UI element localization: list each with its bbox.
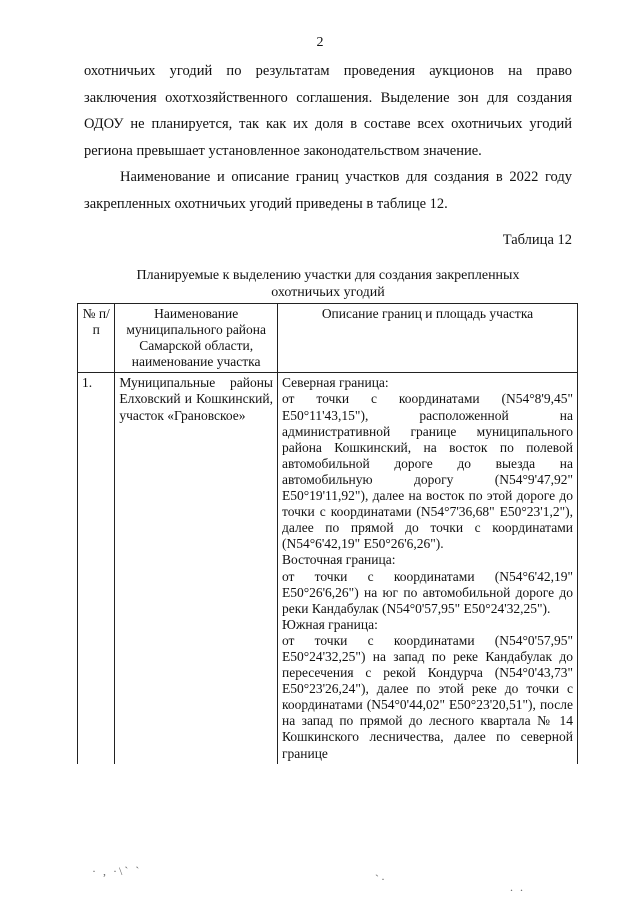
north-border-text: от точки с координатами (N54°8'9,45" E50°11'43,15"), расположенной на административной границе муниципального района Кошкинский, на восток по полевой автомобильной дороге до выезда на автомобильную дорогу (N54°9'47,92" E50°19'11,92"), далее на восток по этой дороге до точки с координатами (N54°7'36,68" E50°23'1,2"), далее по прямой до точки с координатами (N54°6'42,19" E50°26'6,26"). [281,391,573,552]
scan-artifact: . . [510,880,525,894]
scan-artifact: ˋ· [375,872,387,886]
row-description [277,373,577,764]
south-border-heading: Южная граница: [281,616,378,632]
header-description: Описание границ и площадь участка [277,304,577,373]
hunting-areas-table [77,303,578,764]
table-title-line2: охотничьих угодий [271,285,385,300]
page-number: 2 [316,35,324,50]
east-border-text: от точки с координатами (N54°6'42,19" E50°26'6,26") на юг по автомобильной дороге до реки Кандабулак (N54°0'57,95" E50°24'32,25"). [281,568,573,616]
east-border-heading: Восточная граница: [281,552,396,568]
row-number: 1. [78,373,115,764]
header-number: № п/п [78,304,115,373]
header-name: Наименование муниципального района Самарской области, наименование участка [115,304,278,373]
table-title-line1: Планируемые к выделению участки для создания закрепленных [136,268,520,283]
south-border-text: от точки с координатами (N54°0'57,95" E50°24'32,25") на запад по реке Кандабулак до пересечения с рекой Кондурча (N54°0'43,73" E50°23'26,24"), далее по этой реке до точки с координатами (N54°0'44,02" E50°23'20,51"), после на запад по прямой до лесного квартала № 14 Кошкинского лесничества, далее по северной границе [281,632,573,761]
table-row [78,373,578,764]
table-title [84,267,572,301]
table-header-row [78,304,578,373]
scan-artifact: · , ·\ˋ ˋ [92,864,142,878]
table-label: Таблица 12 [502,232,572,248]
north-border-heading: Северная граница: [281,375,389,391]
table-reference-paragraph: Наименование и описание границ участков для создания в 2022 году закрепленных охотничьих угодий приведены в таблице 12. [84,169,572,212]
intro-paragraph: охотничьих угодий по результатам проведения аукционов на право заключения охотхозяйственного соглашения. Выделение зон для создания ОДОУ не планируется, так как их доля в составе всех охотничьих угодий региона превышает установленное законодательством значение. [84,63,572,159]
row-name: Муниципальные районы Елховский и Кошкинский, участок «Грановское» [115,373,278,764]
